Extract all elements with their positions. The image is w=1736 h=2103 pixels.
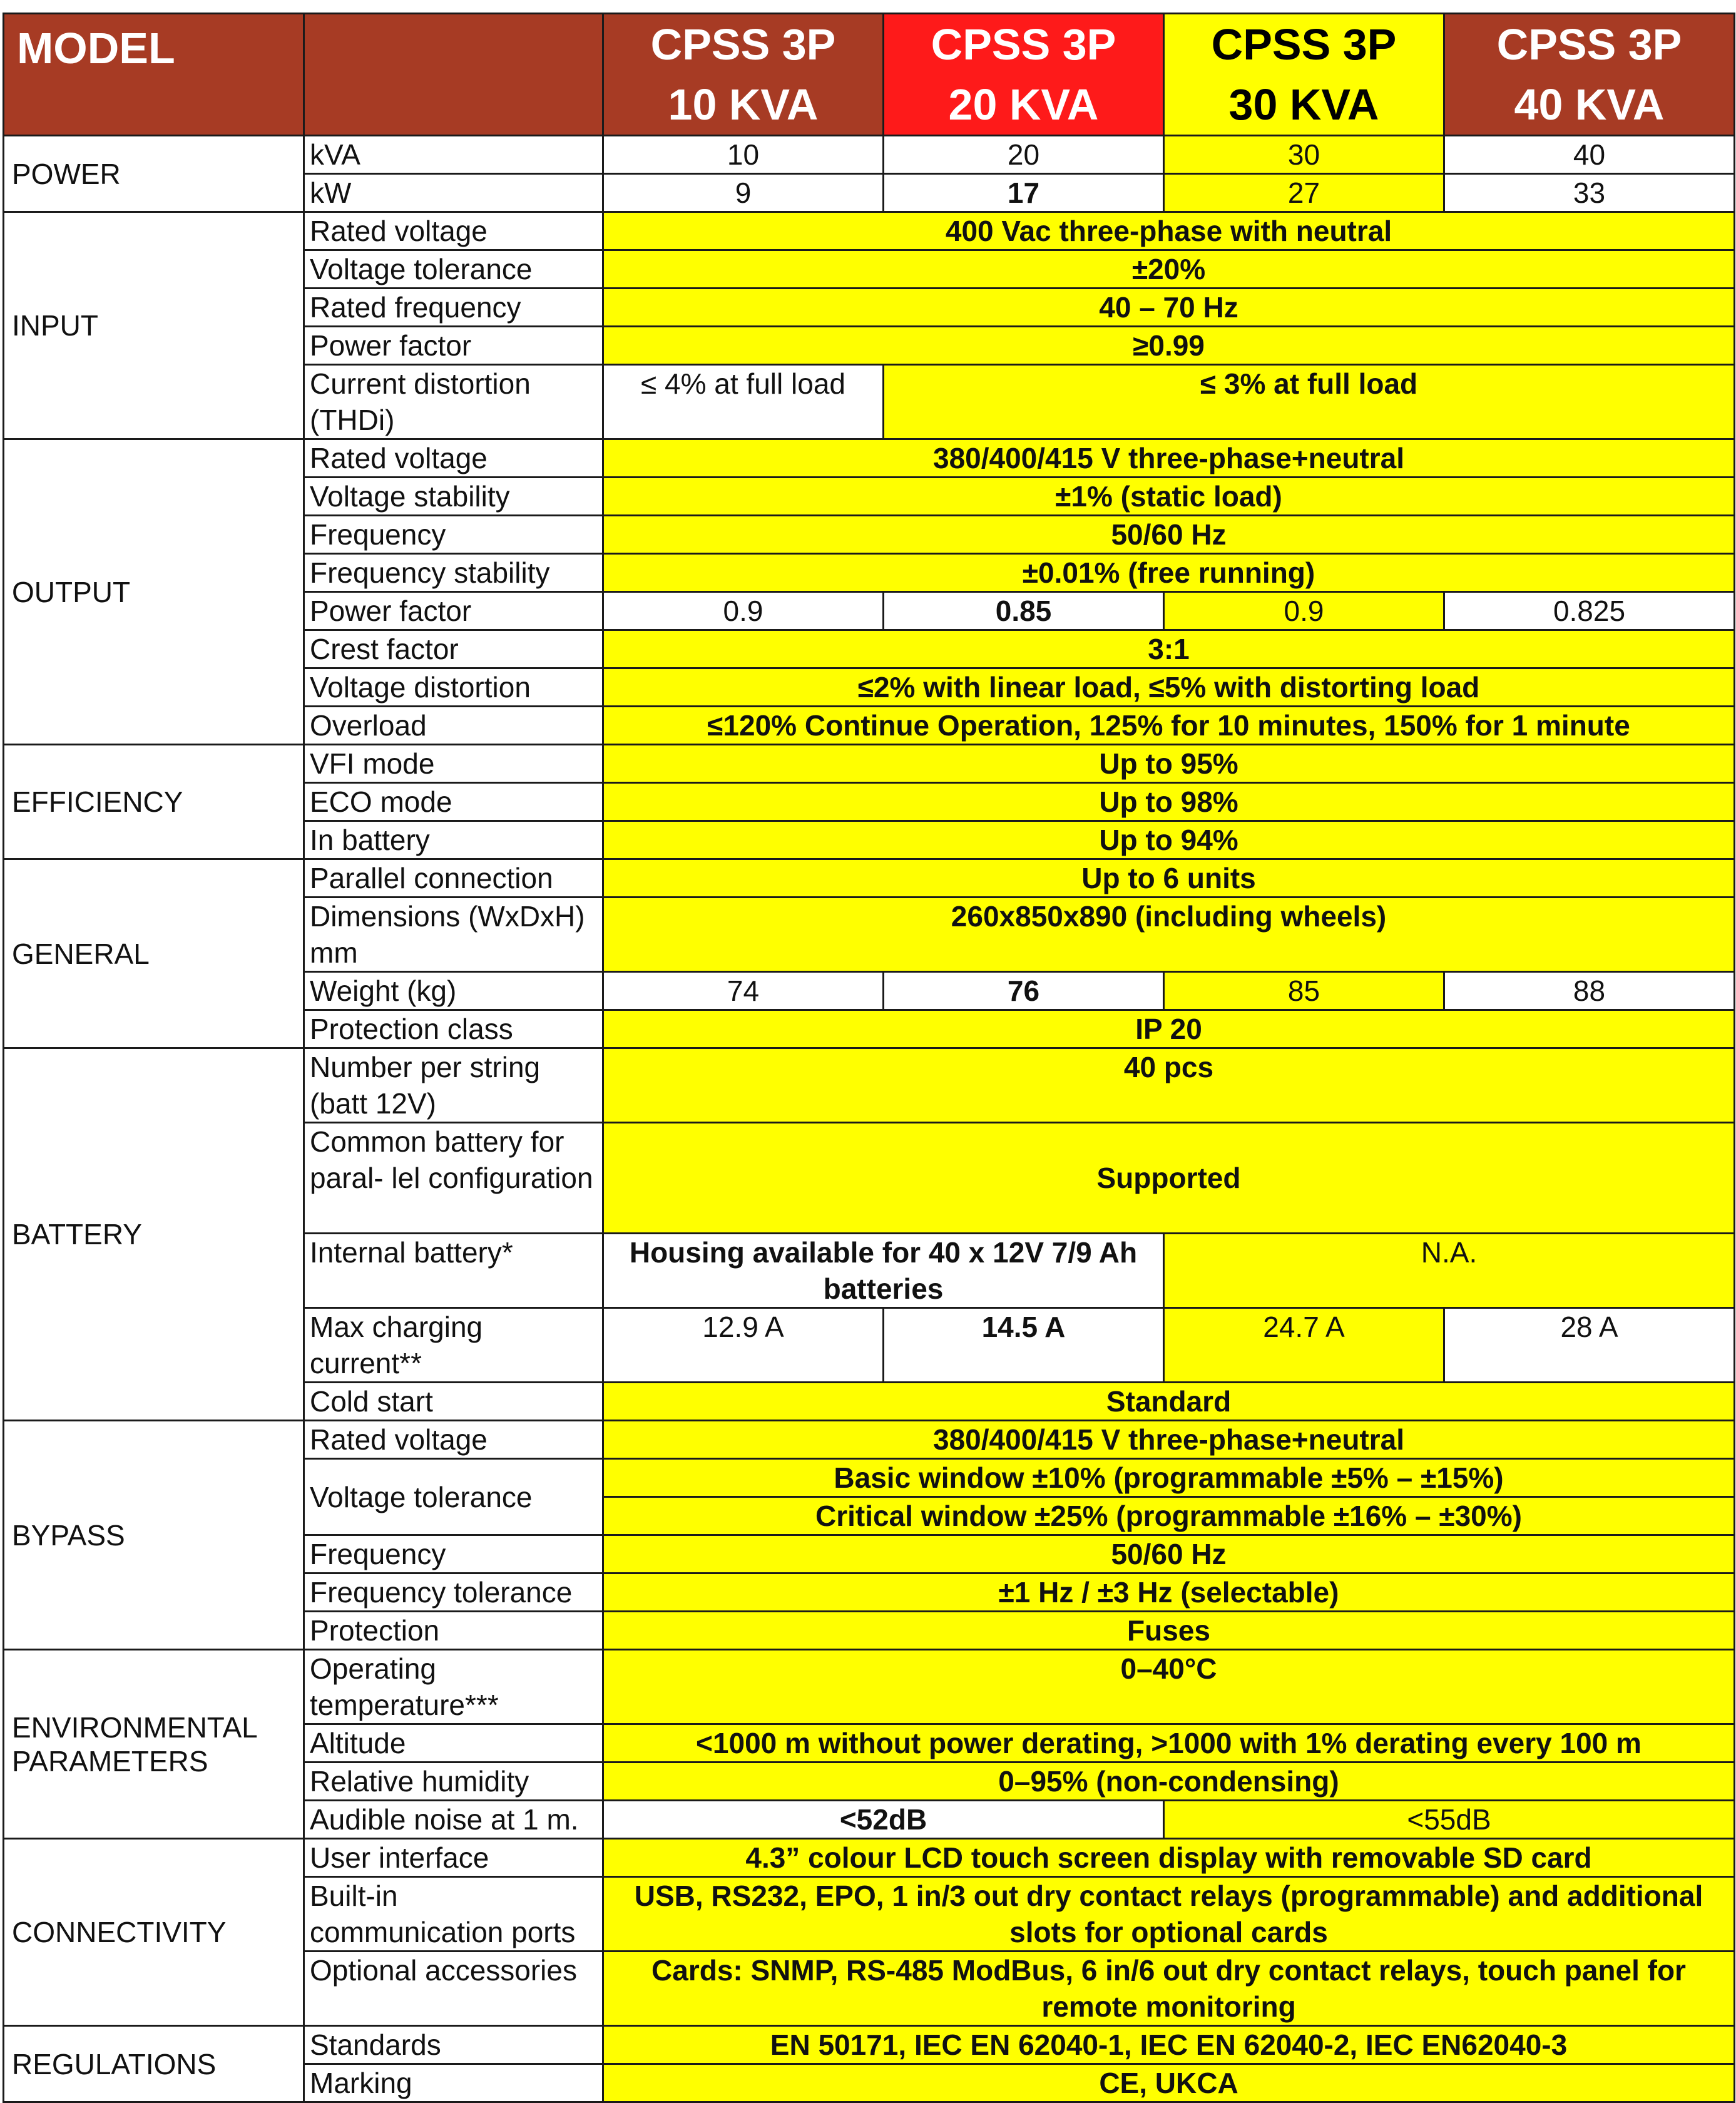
param-output-rated-voltage: Rated voltage xyxy=(304,439,603,478)
section-battery: BATTERY xyxy=(4,1048,304,1421)
param-bypass-rated-voltage: Rated voltage xyxy=(304,1421,603,1459)
model-20kva-header xyxy=(884,14,1164,136)
kw-20: 17 xyxy=(884,174,1164,212)
cold-start: Standard xyxy=(603,1383,1735,1421)
param-relative-humidity: Relative humidity xyxy=(304,1763,603,1801)
param-input-voltage-tolerance: Voltage tolerance xyxy=(304,250,603,289)
param-protection-class: Protection class xyxy=(304,1010,603,1048)
input-rated-voltage: 400 Vac three-phase with neutral xyxy=(603,212,1735,250)
param-weight: Weight (kg) xyxy=(304,972,603,1010)
dimensions: 260x850x890 (including wheels) xyxy=(603,898,1735,972)
bypass-rated-voltage: 380/400/415 V three-phase+neutral xyxy=(603,1421,1735,1459)
in-battery: Up to 94% xyxy=(603,821,1735,859)
internal-battery-large: N.A. xyxy=(1164,1234,1735,1308)
standards: EN 50171, IEC EN 62040-1, IEC EN 62040-2, IEC EN62040-3 xyxy=(603,2026,1735,2064)
bypass-frequency: 50/60 Hz xyxy=(603,1535,1735,1573)
model-10kva-header xyxy=(603,14,884,136)
param-kw: kW xyxy=(304,174,603,212)
param-max-charging: Max charging current** xyxy=(304,1308,603,1383)
output-pf-20: 0.85 xyxy=(884,592,1164,630)
output-rated-voltage: 380/400/415 V three-phase+neutral xyxy=(603,439,1735,478)
param-voltage-distortion: Voltage distortion xyxy=(304,668,603,707)
kw-30: 27 xyxy=(1164,174,1444,212)
param-frequency-tolerance: Frequency tolerance xyxy=(304,1573,603,1612)
operating-temperature: 0–40°C xyxy=(603,1650,1735,1724)
param-frequency-stability: Frequency stability xyxy=(304,554,603,592)
model-10kva-line2: 10 KVA xyxy=(668,80,819,129)
kva-40: 40 xyxy=(1444,136,1735,174)
parallel-connection: Up to 6 units xyxy=(603,859,1735,898)
specification-table xyxy=(3,13,1735,2103)
param-bypass-frequency: Frequency xyxy=(304,1535,603,1573)
weight-30: 85 xyxy=(1164,972,1444,1010)
model-30kva-line1: CPSS 3P xyxy=(1211,20,1397,69)
param-voltage-stability: Voltage stability xyxy=(304,478,603,516)
param-output-frequency: Frequency xyxy=(304,516,603,554)
charging-10: 12.9 A xyxy=(603,1308,884,1383)
model-20kva-line1: CPSS 3P xyxy=(931,20,1116,69)
param-optional-accessories: Optional accessories xyxy=(304,1952,603,2026)
output-pf-30: 0.9 xyxy=(1164,592,1444,630)
section-general: GENERAL xyxy=(4,859,304,1048)
param-bypass-voltage-tolerance: Voltage tolerance xyxy=(304,1459,603,1535)
input-rated-frequency: 40 – 70 Hz xyxy=(603,289,1735,327)
param-marking: Marking xyxy=(304,2064,603,2102)
model-20kva-line2: 20 KVA xyxy=(948,80,1099,129)
internal-battery-small: Housing available for 40 x 12V 7/9 Ah batteries xyxy=(603,1234,1164,1308)
section-power: POWER xyxy=(4,136,304,212)
audible-noise-large: <55dB xyxy=(1164,1801,1735,1839)
frequency-tolerance: ±1 Hz / ±3 Hz (selectable) xyxy=(603,1573,1735,1612)
current-distortion-10: ≤ 4% at full load xyxy=(603,365,884,439)
param-user-interface: User interface xyxy=(304,1839,603,1877)
section-bypass: BYPASS xyxy=(4,1421,304,1650)
weight-40: 88 xyxy=(1444,972,1735,1010)
kw-40: 33 xyxy=(1444,174,1735,212)
model-40kva-header xyxy=(1444,14,1735,136)
kva-30: 30 xyxy=(1164,136,1444,174)
input-power-factor: ≥0.99 xyxy=(603,327,1735,365)
header-blank xyxy=(304,14,603,136)
param-bypass-protection: Protection xyxy=(304,1612,603,1650)
model-40kva-line2: 40 KVA xyxy=(1514,80,1665,129)
param-dimensions: Dimensions (WxDxH) mm xyxy=(304,898,603,972)
user-interface: 4.3” colour LCD touch screen display with removable SD card xyxy=(603,1839,1735,1877)
current-distortion-other: ≤ 3% at full load xyxy=(884,365,1735,439)
param-altitude: Altitude xyxy=(304,1724,603,1763)
crest-factor: 3:1 xyxy=(603,630,1735,668)
param-common-battery: Common battery for paral- lel configuration xyxy=(304,1123,603,1234)
param-input-rated-voltage: Rated voltage xyxy=(304,212,603,250)
param-operating-temperature: Operating temperature*** xyxy=(304,1650,603,1724)
param-communication-ports: Built-in communication ports xyxy=(304,1877,603,1952)
param-cold-start: Cold start xyxy=(304,1383,603,1421)
relative-humidity: 0–95% (non-condensing) xyxy=(603,1763,1735,1801)
model-10kva-line1: CPSS 3P xyxy=(650,20,836,69)
param-current-distortion: Current distortion (THDi) xyxy=(304,365,603,439)
param-parallel-connection: Parallel connection xyxy=(304,859,603,898)
section-connectivity: CONNECTIVITY xyxy=(4,1839,304,2026)
output-frequency: 50/60 Hz xyxy=(603,516,1735,554)
marking: CE, UKCA xyxy=(603,2064,1735,2102)
voltage-stability: ±1% (static load) xyxy=(603,478,1735,516)
param-overload: Overload xyxy=(304,707,603,745)
section-input: INPUT xyxy=(4,212,304,439)
bypass-voltage-tolerance-critical: Critical window ±25% (programmable ±16% – ±30%) xyxy=(603,1497,1735,1535)
frequency-stability: ±0.01% (free running) xyxy=(603,554,1735,592)
kva-10: 10 xyxy=(603,136,884,174)
protection-class: IP 20 xyxy=(603,1010,1735,1048)
bypass-voltage-tolerance-basic: Basic window ±10% (programmable ±5% – ±15%) xyxy=(603,1459,1735,1497)
param-eco-mode: ECO mode xyxy=(304,783,603,821)
audible-noise-small: <52dB xyxy=(603,1801,1164,1839)
param-number-per-string: Number per string (batt 12V) xyxy=(304,1048,603,1123)
eco-mode: Up to 98% xyxy=(603,783,1735,821)
param-internal-battery: Internal battery* xyxy=(304,1234,603,1308)
output-pf-40: 0.825 xyxy=(1444,592,1735,630)
communication-ports: USB, RS232, EPO, 1 in/3 out dry contact relays (programmable) and additional slots for optional cards xyxy=(603,1877,1735,1952)
charging-30: 24.7 A xyxy=(1164,1308,1444,1383)
altitude: <1000 m without power derating, >1000 with 1% derating every 100 m xyxy=(603,1724,1735,1763)
env-line2: PARAMETERS xyxy=(12,1744,208,1778)
section-environmental xyxy=(4,1650,304,1839)
section-output: OUTPUT xyxy=(4,439,304,745)
param-output-power-factor: Power factor xyxy=(304,592,603,630)
kva-20: 20 xyxy=(884,136,1164,174)
common-battery: Supported xyxy=(603,1123,1735,1234)
model-40kva-line1: CPSS 3P xyxy=(1496,20,1682,69)
env-line1: ENVIRONMENTAL xyxy=(12,1711,258,1744)
param-input-rated-frequency: Rated frequency xyxy=(304,289,603,327)
param-input-power-factor: Power factor xyxy=(304,327,603,365)
param-in-battery: In battery xyxy=(304,821,603,859)
param-crest-factor: Crest factor xyxy=(304,630,603,668)
model-header xyxy=(4,14,304,136)
charging-20: 14.5 A xyxy=(884,1308,1164,1383)
bypass-protection: Fuses xyxy=(603,1612,1735,1650)
model-header-label: MODEL xyxy=(17,24,175,73)
model-30kva-line2: 30 KVA xyxy=(1228,80,1379,129)
kw-10: 9 xyxy=(603,174,884,212)
weight-20: 76 xyxy=(884,972,1164,1010)
param-kva: kVA xyxy=(304,136,603,174)
param-vfi-mode: VFI mode xyxy=(304,745,603,783)
section-regulations: REGULATIONS xyxy=(4,2026,304,2102)
number-per-string: 40 pcs xyxy=(603,1048,1735,1123)
weight-10: 74 xyxy=(603,972,884,1010)
charging-40: 28 A xyxy=(1444,1308,1735,1383)
param-audible-noise: Audible noise at 1 m. xyxy=(304,1801,603,1839)
model-30kva-header xyxy=(1164,14,1444,136)
optional-accessories: Cards: SNMP, RS-485 ModBus, 6 in/6 out dry contact relays, touch panel for remote monitoring xyxy=(603,1952,1735,2026)
output-pf-10: 0.9 xyxy=(603,592,884,630)
vfi-mode: Up to 95% xyxy=(603,745,1735,783)
section-efficiency: EFFICIENCY xyxy=(4,745,304,859)
overload: ≤120% Continue Operation, 125% for 10 minutes, 150% for 1 minute xyxy=(603,707,1735,745)
param-standards: Standards xyxy=(304,2026,603,2064)
input-voltage-tolerance: ±20% xyxy=(603,250,1735,289)
voltage-distortion: ≤2% with linear load, ≤5% with distorting load xyxy=(603,668,1735,707)
